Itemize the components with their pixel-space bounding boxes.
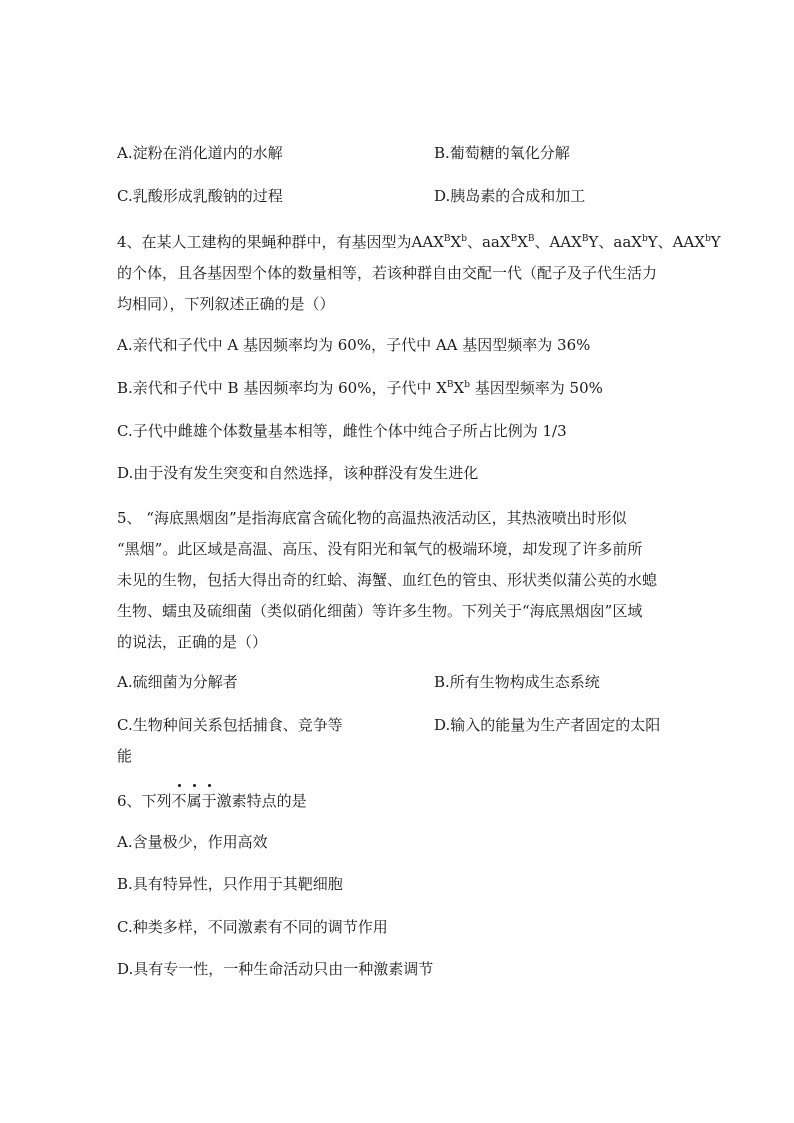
q4-stem-prefix: 4、在某人工建构的果蝇种群中，有基因型为 (117, 233, 412, 251)
q6-option-b: B.具有特异性，只作用于其靶细胞 (117, 875, 343, 893)
q4-option-c: C.子代中雌雄个体数量基本相等，雌性个体中纯合子所占比例为 1/3 (117, 422, 567, 440)
q5-stem-line1: 5、 “海底黑烟囱”是指海底富含硫化物的高温热液活动区，其热液喷出时形似 (117, 509, 627, 527)
emphasis-char: 于 (201, 792, 217, 810)
q4-option-d: D.由于没有发生突变和自然选择，该种群没有发生进化 (117, 464, 479, 482)
q5-option-d-continuation: 能 (117, 747, 133, 765)
genotype: $aaX^BX^B$、 (481, 233, 550, 251)
q4-stem-line2: 的个体，且各基因型个体的数量相等，若该种群自由交配一代（配子及子代生活力 (117, 264, 658, 282)
q3-option-b: B.葡萄糖的氧化分解 (434, 144, 570, 162)
emphasis-char: 属 (186, 792, 202, 810)
q6-option-c: C.种类多样，不同激素有不同的调节作用 (117, 918, 388, 936)
genotype: $AAX^BX^b$、 (411, 233, 482, 251)
q6-option-a: A.含量极少，作用高效 (117, 833, 268, 851)
q4-stem-line1 (117, 231, 721, 253)
q5-stem-line5: 的说法，正确的是（） (117, 633, 268, 651)
genotype: aaX$^b$Y、 (613, 233, 673, 251)
q6-option-d: D.具有专一性，一种生命活动只由一种激素调节 (117, 960, 434, 978)
q5-stem-line2: “黑烟”。此区域是高温、高压、没有阳光和氧气的极端环境，却发现了许多前所 (117, 540, 643, 558)
q3-option-c: C.乳酸形成乳酸钠的过程 (117, 187, 283, 205)
q4-stem-line3: 均相同），下列叙述正确的是（） (117, 295, 335, 313)
q5-option-d: D.输入的能量为生产者固定的太阳 (434, 716, 661, 734)
genotype: $AAX^BY$、 (549, 233, 614, 251)
q5-option-c: C.生物种间关系包括捕食、竞争等 (117, 716, 343, 734)
q5-stem-line4: 生物、蠕虫及硫细菌（类似硝化细菌）等许多生物。下列关于“海底黑烟囱”区域 (117, 602, 643, 620)
q3-option-a: A.淀粉在消化道内的水解 (117, 144, 283, 162)
q5-option-a: A.硫细菌为分解者 (117, 673, 238, 691)
genotype: AAX$^b$Y (672, 233, 721, 251)
q4-option-b: B.亲代和子代中 B 基因频率均为 60%，子代中 $X^BX^b$ 基因型频率为 50% (117, 379, 603, 397)
q4-option-a: A.亲代和子代中 A 基因频率均为 60%，子代中 AA 基因型频率为 36% (117, 336, 591, 354)
emphasis-char: 不 (171, 792, 187, 810)
q5-stem-line3: 未见的生物，包括大得出奇的红蛤、海蟹、血红色的管虫、形状类似蒲公英的水螅 (117, 571, 658, 589)
q6-stem: 6、下列不属于激素特点的是 (117, 792, 307, 810)
q3-option-d: D.胰岛素的合成和加工 (434, 187, 586, 205)
q5-option-b: B.所有生物构成生态系统 (434, 673, 600, 691)
